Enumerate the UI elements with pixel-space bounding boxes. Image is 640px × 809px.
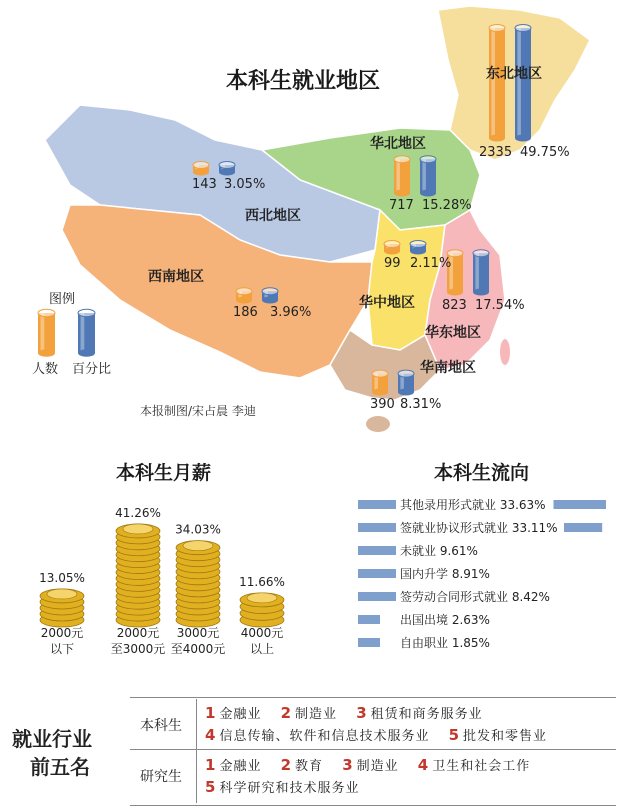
undergrad-rank-5: 5 xyxy=(448,726,461,744)
region-count-north: 717 xyxy=(389,198,414,213)
salary-category-0-1: 以下 xyxy=(49,642,75,656)
salary-value-0: 13.05% xyxy=(39,570,85,585)
count-cylinder-4 xyxy=(384,240,400,254)
flow-label-1: 签就业协议形式就业 33.11% xyxy=(400,521,558,535)
salary-stack-0 xyxy=(40,589,84,627)
salary-category-0-0: 2000元 xyxy=(40,626,84,640)
region-percent-north: 15.28% xyxy=(422,198,472,213)
legend-title: 图例 xyxy=(49,292,76,307)
map-title: 本科生就业地区 xyxy=(226,69,381,94)
undergrad-line-2 xyxy=(205,725,561,744)
salary-stack-3 xyxy=(240,593,284,627)
taiwan-shape xyxy=(500,339,510,365)
flow-label-5: 出国出境 2.63% xyxy=(400,613,490,627)
legend-count-cylinder xyxy=(38,309,55,356)
graduate-line-1 xyxy=(205,755,544,774)
region-label-northeast: 东北地区 xyxy=(486,66,542,82)
region-count-east: 823 xyxy=(442,298,467,313)
region-percent-northeast: 49.75% xyxy=(520,145,570,160)
region-count-northeast: 2335 xyxy=(479,145,513,160)
region-percent-south: 8.31% xyxy=(400,397,442,412)
undergrad-rank-3: 3 xyxy=(356,704,368,722)
percent-cylinder-3 xyxy=(262,288,278,304)
table-top-rule xyxy=(130,697,616,698)
region-percent-northwest: 3.05% xyxy=(224,177,266,192)
region-count-south: 390 xyxy=(370,397,395,412)
legend-percent-cylinder xyxy=(78,309,95,356)
salary-category-1-0: 2000元 xyxy=(116,626,160,640)
graduate-item-5: 科学研究和技术服务业 xyxy=(219,781,360,796)
undergrad-line-1 xyxy=(205,703,497,722)
flow-bar-6 xyxy=(358,638,380,647)
count-cylinder-2 xyxy=(193,161,209,175)
salary-category-3-1: 以上 xyxy=(249,642,275,656)
percent-cylinder-0 xyxy=(515,24,531,141)
region-count-central: 99 xyxy=(384,256,401,271)
region-label-north: 华北地区 xyxy=(370,136,426,152)
table-bottom-rule xyxy=(130,805,616,806)
salary-stack-2 xyxy=(176,541,220,627)
industry-table xyxy=(0,693,640,809)
undergrad-rank-1: 1 xyxy=(205,704,217,722)
undergrad-item-5: 批发和零售业 xyxy=(463,729,548,744)
count-cylinder-6 xyxy=(372,370,388,395)
salary-category-3-0: 4000元 xyxy=(240,626,284,640)
region-percent-central: 2.11% xyxy=(410,256,452,271)
industry-heading-2: 前五名 xyxy=(30,755,90,779)
flow-label-4: 签劳动合同形式就业 8.42% xyxy=(400,590,550,604)
flow-bar-5 xyxy=(358,615,380,624)
percent-cylinder-1 xyxy=(420,156,436,197)
graduate-rank-2: 2 xyxy=(280,756,293,774)
percent-cylinder-5 xyxy=(473,250,489,296)
salary-title: 本科生月薪 xyxy=(116,462,212,484)
graduate-item-2: 教育 xyxy=(295,759,324,774)
undergrad-item-3: 租赁和商务服务业 xyxy=(370,707,483,722)
graduate-item-4: 卫生和社会工作 xyxy=(432,759,531,774)
percent-cylinder-2 xyxy=(219,161,235,175)
region-percent-southwest: 3.96% xyxy=(270,305,312,320)
salary-stack-1 xyxy=(116,524,160,627)
region-label-east: 华东地区 xyxy=(425,325,481,341)
undergrad-label: 本科生 xyxy=(140,718,182,734)
region-label-south: 华南地区 xyxy=(420,360,476,376)
count-cylinder-3 xyxy=(236,288,252,304)
flow-label-3: 国内升学 8.91% xyxy=(400,567,490,581)
graduate-line-2 xyxy=(205,777,373,796)
region-count-northwest: 143 xyxy=(192,177,217,192)
graduate-rank-5: 5 xyxy=(205,778,217,796)
region-label-northwest: 西北地区 xyxy=(245,208,301,224)
graduate-rank-3: 3 xyxy=(342,756,354,774)
graduate-rank-1: 1 xyxy=(205,756,217,774)
flow-label-0: 其他录用形式就业 33.63% xyxy=(400,498,546,512)
salary-category-1-1: 至3000元 xyxy=(110,642,166,656)
region-percent-east: 17.54% xyxy=(475,298,525,313)
region-label-southwest: 西南地区 xyxy=(148,269,204,285)
graduate-item-1: 金融业 xyxy=(219,759,262,774)
undergrad-rank-4: 4 xyxy=(205,726,217,744)
flow-chart xyxy=(350,495,630,665)
salary-value-1: 41.26% xyxy=(115,505,161,520)
salary-category-2-0: 3000元 xyxy=(176,626,220,640)
percent-cylinder-4 xyxy=(410,240,426,254)
hainan-shape xyxy=(366,416,390,432)
undergrad-item-1: 金融业 xyxy=(219,707,262,722)
legend-count-label: 人数 xyxy=(32,362,59,377)
region-label-central: 华中地区 xyxy=(359,295,415,311)
graduate-rank-4: 4 xyxy=(417,756,430,774)
graduate-item-3: 制造业 xyxy=(356,759,399,774)
flow-title: 本科生流向 xyxy=(434,462,530,484)
flow-label-2: 未就业 9.61% xyxy=(400,544,478,558)
salary-value-3: 11.66% xyxy=(239,574,285,589)
region-northeast-shape xyxy=(438,6,590,160)
table-divider xyxy=(196,699,197,803)
industry-heading-1: 就业行业 xyxy=(12,727,92,751)
percent-cylinder-6 xyxy=(398,370,414,395)
undergrad-rank-2: 2 xyxy=(280,704,293,722)
salary-value-2: 34.03% xyxy=(175,522,221,537)
flow-label-6: 自由职业 1.85% xyxy=(400,636,490,650)
salary-category-2-1: 至4000元 xyxy=(170,642,226,656)
count-cylinder-1 xyxy=(394,156,410,197)
count-cylinder-0 xyxy=(489,24,505,141)
credit-line: 本报制图/宋占晨 李迪 xyxy=(140,404,256,418)
graduate-label: 研究生 xyxy=(140,769,182,785)
undergrad-item-4: 信息传输、软件和信息技术服务业 xyxy=(219,729,430,744)
legend-percent-label: 百分比 xyxy=(72,362,112,377)
region-count-southwest: 186 xyxy=(233,305,258,320)
undergrad-item-2: 制造业 xyxy=(295,707,338,722)
table-mid-rule xyxy=(130,749,616,750)
salary-chart xyxy=(0,480,320,680)
